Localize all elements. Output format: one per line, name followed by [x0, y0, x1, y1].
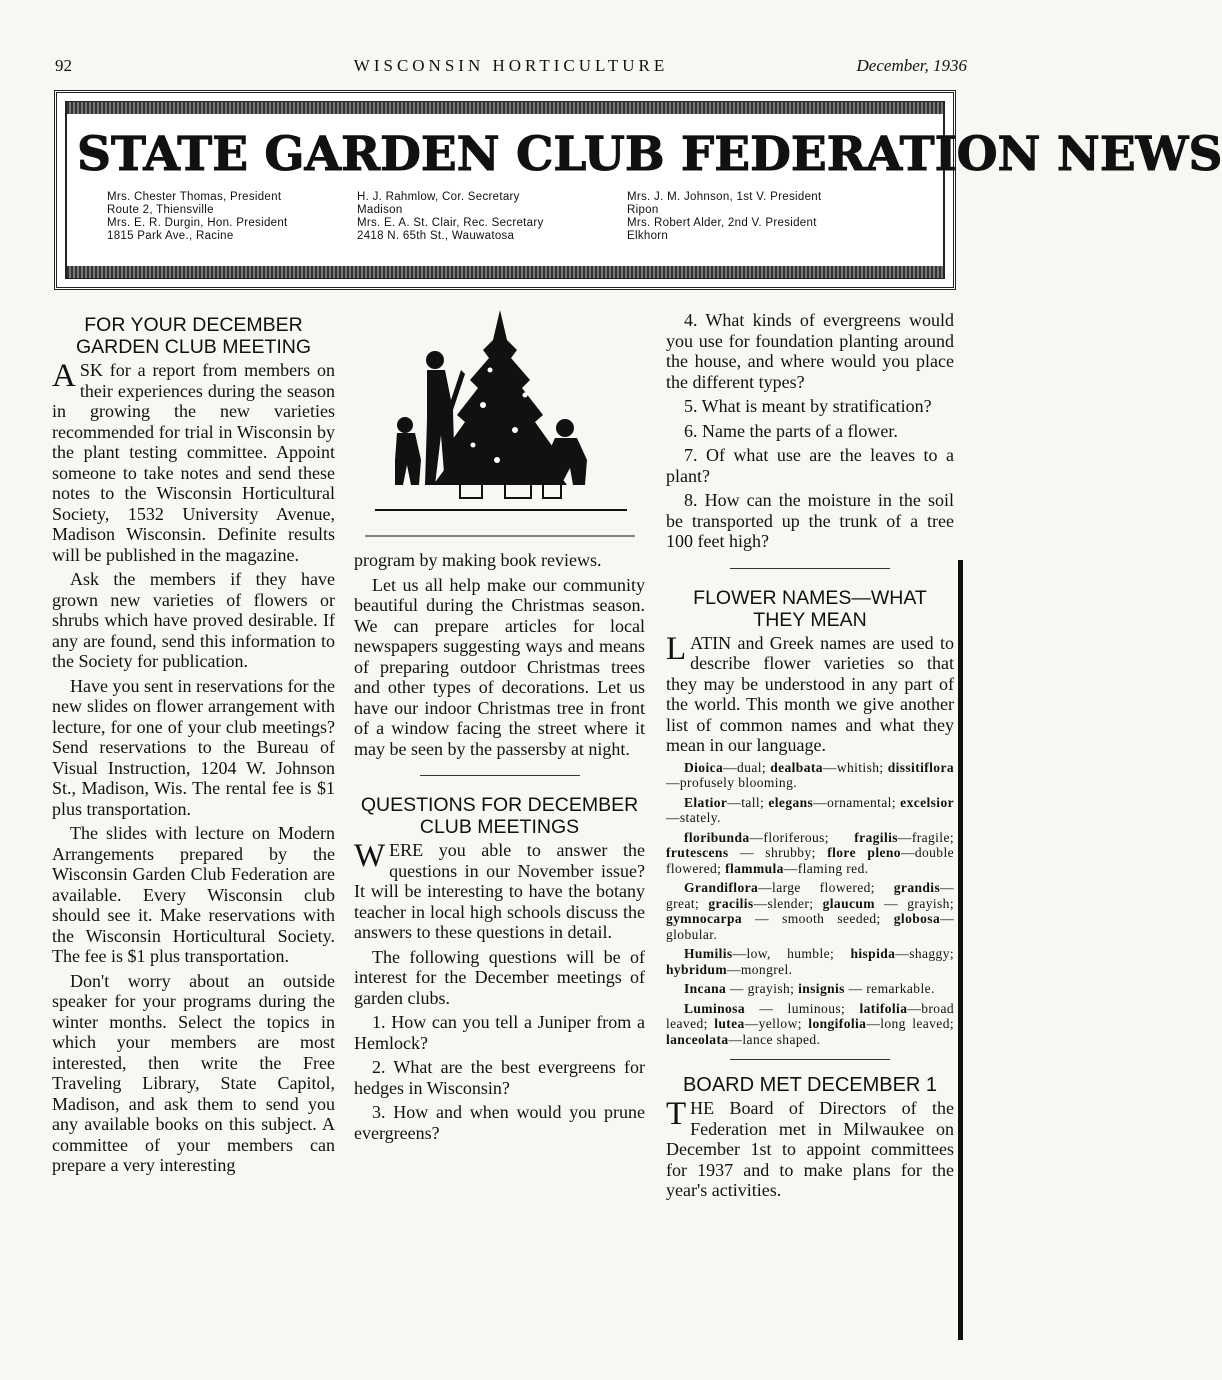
glossary-term: elegans [768, 794, 814, 810]
glossary-meaning: —lance shaped. [728, 1031, 821, 1047]
glossary-term: hispida [850, 946, 896, 961]
glossary-meaning: —slender; [753, 895, 823, 911]
glossary-entry [666, 795, 954, 826]
officer-line: Mrs. J. M. Johnson, 1st V. President [627, 191, 822, 203]
christmas-tree-silhouette [365, 310, 635, 540]
glossary-meaning: — shrubby; [728, 845, 828, 860]
article-paragraph: THE Board of Directors of the Federation met in Milwaukee on December 1st to appoint committees for 1937 and to make plans for the year's activities. [666, 1096, 954, 1200]
officers-group-3 [627, 191, 821, 243]
glossary-term: globosa [893, 911, 941, 926]
glossary-entry [666, 760, 954, 791]
glossary-term: insignis [798, 981, 845, 996]
federation-banner [54, 90, 1222, 290]
glossary-meaning: —mongrel. [726, 961, 793, 977]
glossary-term: longifolia [808, 1016, 867, 1031]
drop-cap: T [666, 1096, 687, 1132]
glossary-meaning: —tall; [727, 794, 769, 810]
officer-line: H. J. Rahmlow, Cor. Secretary [357, 191, 520, 203]
glossary-meaning: —long leaved; [866, 1016, 954, 1031]
question-item: 7. Of what use are the leaves to a plant? [666, 445, 954, 486]
glossary-term: fragilis [854, 829, 898, 845]
glossary-meaning: —dual; [723, 759, 771, 775]
glossary-term: Incana [684, 981, 727, 996]
glossary-meaning: —yellow; [744, 1016, 809, 1031]
drop-cap: W [354, 838, 386, 874]
banner-ornament-bottom [67, 266, 943, 278]
questions-headline: QUESTIONS FOR DECEMBER CLUB MEETINGS [360, 794, 639, 838]
glossary-meaning: —globular. [666, 911, 954, 942]
question-item: 2. What are the best evergreens for hedges in Wisconsin? [354, 1057, 645, 1098]
glossary-meaning: —broad leaved; [666, 1000, 954, 1031]
glossary-term: glaucum [822, 895, 875, 911]
glossary-meaning: —flaming red. [783, 860, 869, 876]
glossary-term: grandis [893, 880, 941, 895]
officer-line: Mrs. Chester Thomas, President [107, 191, 282, 203]
article-paragraph: The following questions will be of interest for the December meetings of garden clubs. [354, 946, 645, 1008]
glossary-term: lutea [714, 1016, 745, 1031]
banner-title: STATE GARDEN CLUB FEDERATION NEWS [77, 127, 1222, 182]
banner-ornament-top [67, 102, 943, 114]
question-item: 4. What kinds of evergreens would you use for foundation planting around the house, and where would you place the different types? [666, 310, 954, 392]
drop-cap: A [52, 358, 76, 394]
glossary-term: floribunda [684, 829, 750, 845]
glossary-meaning: —low, humble; [732, 946, 851, 961]
article-paragraph: The slides with lecture on Modern Arrangements prepared by the Wisconsin Garden Club Federation are available. Every Wisconsin club should see it. Make reservations with the Wisconsin Horticultural Society. The fee is $1 plus transportation. [52, 823, 335, 966]
glossary-entry [666, 830, 954, 877]
issue-date: December, 1936 [856, 56, 967, 75]
officer-line: 2418 N. 65th St., Wauwatosa [357, 230, 515, 242]
christmas-tree-illustration [365, 310, 635, 540]
officer-line: Ripon [627, 204, 659, 216]
glossary-term: excelsior [900, 794, 954, 810]
glossary-term: Elatior [684, 794, 728, 810]
glossary-term: dealbata [770, 759, 823, 775]
glossary-meaning: —great; [666, 880, 954, 911]
flower-glossary [666, 760, 954, 1048]
glossary-term: lanceolata [666, 1031, 729, 1047]
officer-line: Mrs. E. A. St. Clair, Rec. Secretary [357, 217, 544, 229]
glossary-meaning: —floriferous; [749, 829, 855, 845]
banner-frame [65, 101, 1222, 279]
article-paragraph: ASK for a report from members on their experiences during the season in growing the new varieties recommended for trial in Wisconsin by the plant testing committee. Appoint someone to take notes and send these notes to the Wisconsin Horticultural Society, 1532 University Avenue, Madison Wisconsin. Definite results will be published in the magazine. [52, 358, 335, 565]
officer-line: Mrs. Robert Alder, 2nd V. President [627, 217, 817, 229]
glossary-meaning: —profusely blooming. [666, 775, 797, 790]
glossary-entry [666, 946, 954, 977]
article-paragraph: LATIN and Greek names are used to describe flower varieties so that they may be understood in any part of the world. This month we give another list of common names and what they mean in our language. [666, 630, 954, 755]
glossary-meaning: —stately. [666, 810, 721, 825]
glossary-term: flammula [725, 860, 784, 876]
glossary-term: hybridum [666, 961, 727, 977]
article-paragraph: Let us all help make our community beautiful during the Christmas season. We can prepare articles for local newspapers suggesting ways and means of preparing outdoor Christmas trees and other types of decorations. Let us have our indoor Christmas tree in front of a window facing the street where it may be seen by the passersby at night. [354, 574, 645, 759]
running-header [55, 56, 967, 80]
question-item: 1. How can you tell a Juniper from a Hemlock? [354, 1012, 645, 1053]
glossary-meaning: —fragile; [897, 829, 954, 845]
officer-line: Mrs. E. R. Durgin, Hon. President [107, 217, 288, 229]
glossary-term: gymnocarpa [666, 911, 742, 926]
magazine-title: WISCONSIN HORTICULTURE [353, 56, 669, 75]
question-item: 8. How can the moisture in the soil be transported up the trunk of a tree 100 feet high? [666, 490, 954, 551]
glossary-meaning: —double flowered; [666, 845, 954, 876]
officer-line: Route 2, Thiensville [107, 204, 214, 216]
flower-names-headline: FLOWER NAMES—WHAT THEY MEAN [693, 586, 927, 631]
glossary-term: gracilis [708, 895, 754, 911]
board-met-headline: BOARD MET DECEMBER 1 [682, 1074, 938, 1096]
glossary-term: flore pleno [827, 845, 901, 860]
article-paragraph: Have you sent in reservations for the new slides on flower arrangement with lecture, for one of your club meetings? Send reservations to the Bureau of Visual Instruction, 1204 W. Johnson St., Madison, Wis. The rental fee is $1 plus transportation. [52, 675, 335, 819]
right-column [666, 310, 954, 1205]
officer-line: Madison [357, 204, 403, 216]
glossary-term: latifolia [859, 1000, 908, 1016]
glossary-term: Humilis [684, 946, 733, 961]
article-paragraph: Ask the members if they have grown new varieties of flowers or shrubs which have proved desirable. If any are found, send this information to the Society for publication. [52, 569, 335, 671]
december-meeting-headline: FOR YOUR DECEMBER GARDEN CLUB MEETING [75, 314, 312, 358]
officer-line: Elkhorn [627, 230, 669, 242]
officers-group-1 [107, 191, 288, 243]
glossary-meaning: — grayish; [874, 895, 954, 911]
officers-group-2 [357, 191, 544, 243]
glossary-meaning: — smooth seeded; [742, 911, 894, 926]
question-item: 5. What is meant by stratification? [684, 396, 932, 416]
section-divider [420, 775, 580, 776]
glossary-meaning: —ornamental; [813, 794, 901, 810]
question-item: 6. Name the parts of a flower. [684, 420, 898, 441]
section-divider [730, 568, 890, 569]
glossary-term: Luminosa [684, 1000, 745, 1016]
page-edge-rule [958, 560, 963, 1340]
drop-cap: L [666, 630, 687, 667]
page-number: 92 [55, 56, 72, 75]
glossary-meaning: —shaggy; [895, 946, 954, 961]
glossary-entry [666, 981, 954, 997]
article-paragraph: WERE you able to answer the questions in our November issue? It will be interesting to have the botany teacher in local high schools discuss the answers to these questions in detail. [354, 838, 645, 942]
glossary-meaning: — grayish; [726, 981, 799, 996]
glossary-term: Grandiflora [684, 880, 759, 895]
article-paragraph: Don't worry about an outside speaker for your programs during the winter months. Select the topics in which your members are most interested, then write the Free Traveling Library, State Capitol, Madison, and ask them to send you any available books on this subject. A committee of your members can prepare a very interesting [52, 970, 335, 1175]
glossary-term: dissitiflora [887, 759, 954, 775]
glossary-entry [666, 880, 954, 942]
glossary-meaning: — remarkable. [844, 981, 935, 996]
section-divider [730, 1059, 890, 1060]
question-item: 3. How and when would you prune evergreens? [354, 1102, 645, 1143]
officer-line: 1815 Park Ave., Racine [107, 230, 234, 242]
glossary-meaning: — luminous; [744, 1000, 860, 1016]
glossary-meaning: —large flowered; [758, 880, 894, 895]
middle-column [354, 310, 645, 1147]
glossary-meaning: —whitish; [822, 759, 888, 775]
glossary-entry [666, 1001, 954, 1048]
left-column [52, 310, 335, 1180]
glossary-term: frutescens [666, 845, 729, 860]
article-paragraph: program by making book reviews. [354, 550, 602, 570]
glossary-term: Dioica [684, 759, 724, 775]
